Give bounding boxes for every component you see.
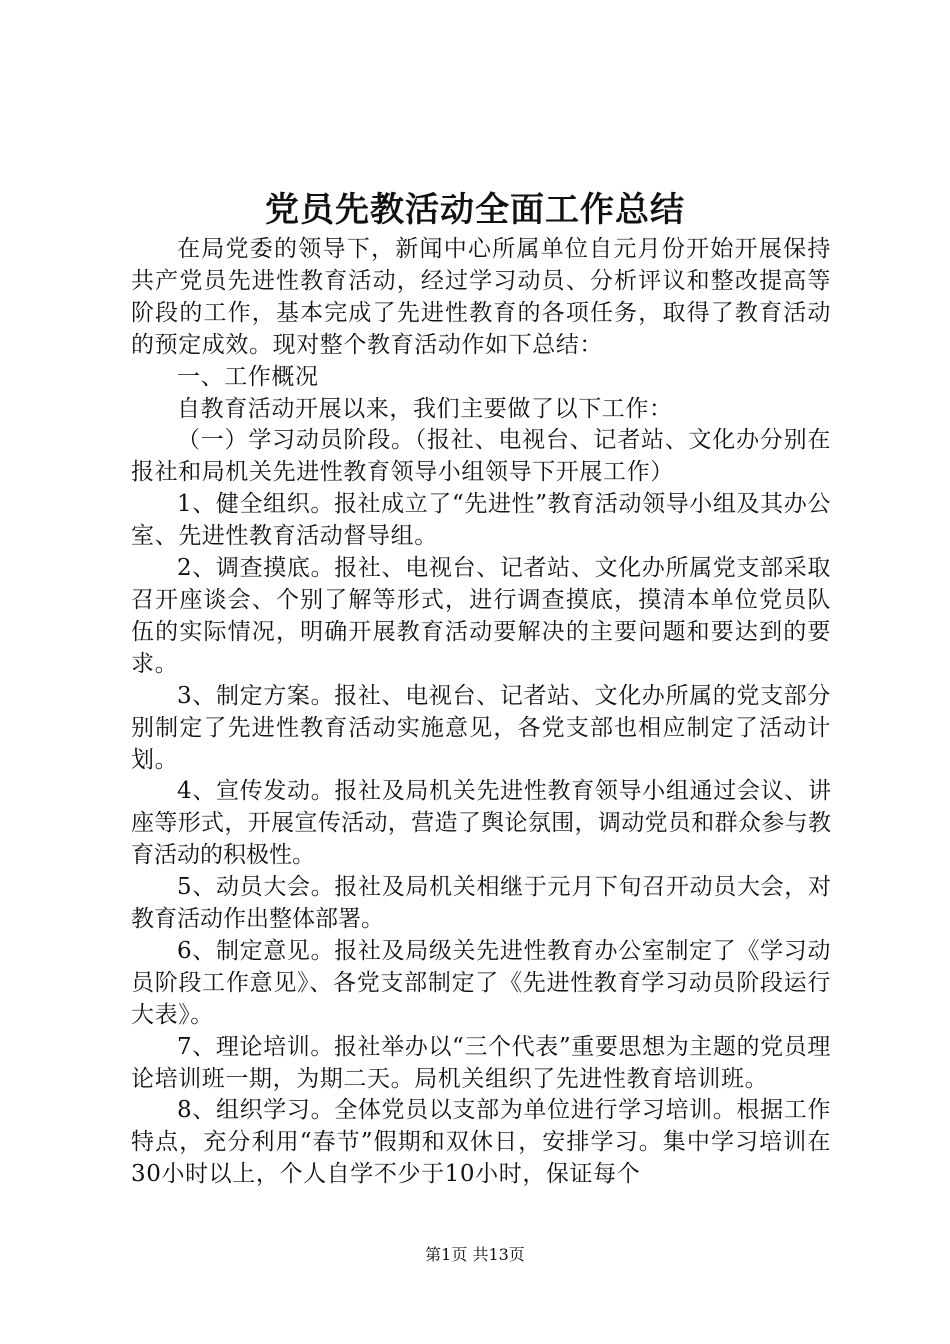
list-item-5: 5、动员大会。报社及局机关相继于元月下旬召开动员大会，对教育活动作出整体部署。 xyxy=(131,874,831,933)
page-footer: 第1页 共13页 xyxy=(425,1245,525,1264)
overview-paragraph: 自教育活动开展以来，我们主要做了以下工作： xyxy=(177,395,673,422)
list-item-3: 3、制定方案。报社、电视台、记者站、文化办所属的党支部分别制定了先进性教育活动实施意见，各党支部也相应制定了活动计划。 xyxy=(131,682,831,773)
document-title: 党员先教活动全面工作总结 xyxy=(265,190,685,230)
document-body xyxy=(131,234,831,1191)
list-item-8: 8、组织学习。全体党员以支部为单位进行学习培训。根据工作特点，充分利用“春节”假期和双休日，安排学习。集中学习培训在30小时以上，个人自学不少于10小时，保证每个 xyxy=(131,1097,831,1188)
list-item-2: 2、调查摸底。报社、电视台、记者站、文化办所属党支部采取召开座谈会、个别了解等形式，进行调查摸底，摸清本单位党员队伍的实际情况，明确开展教育活动要解决的主要问题和要达到的要求。 xyxy=(131,555,831,677)
intro-paragraph: 在局党委的领导下，新闻中心所属单位自元月份开始开展保持共产党员先进性教育活动，经过学习动员、分析评议和整改提高等阶段的工作，基本完成了先进性教育的各项任务，取得了教育活动的预定成效。现对整个教育活动作如下总结： xyxy=(131,236,831,358)
subsection-heading: （一）学习动员阶段。（报社、电视台、记者站、文化办分别在报社和局机关先进性教育领导小组领导下开展工作） xyxy=(131,427,831,486)
list-item-4: 4、宣传发动。报社及局机关先进性教育领导小组通过会议、讲座等形式，开展宣传活动，营造了舆论氛围，调动党员和群众参与教育活动的积极性。 xyxy=(131,778,831,869)
section-heading: 一、工作概况 xyxy=(177,363,319,390)
list-item-6: 6、制定意见。报社及局级关先进性教育办公室制定了《学习动员阶段工作意见》、各党支部制定了《先进性教育学习动员阶段运行大表》。 xyxy=(131,937,831,1028)
list-item-7: 7、理论培训。报社举办以“三个代表”重要思想为主题的党员理论培训班一期，为期二天。局机关组织了先进性教育培训班。 xyxy=(131,1033,831,1092)
list-item-1: 1、健全组织。报社成立了“先进性”教育活动领导小组及其办公室、先进性教育活动督导组。 xyxy=(131,491,831,550)
